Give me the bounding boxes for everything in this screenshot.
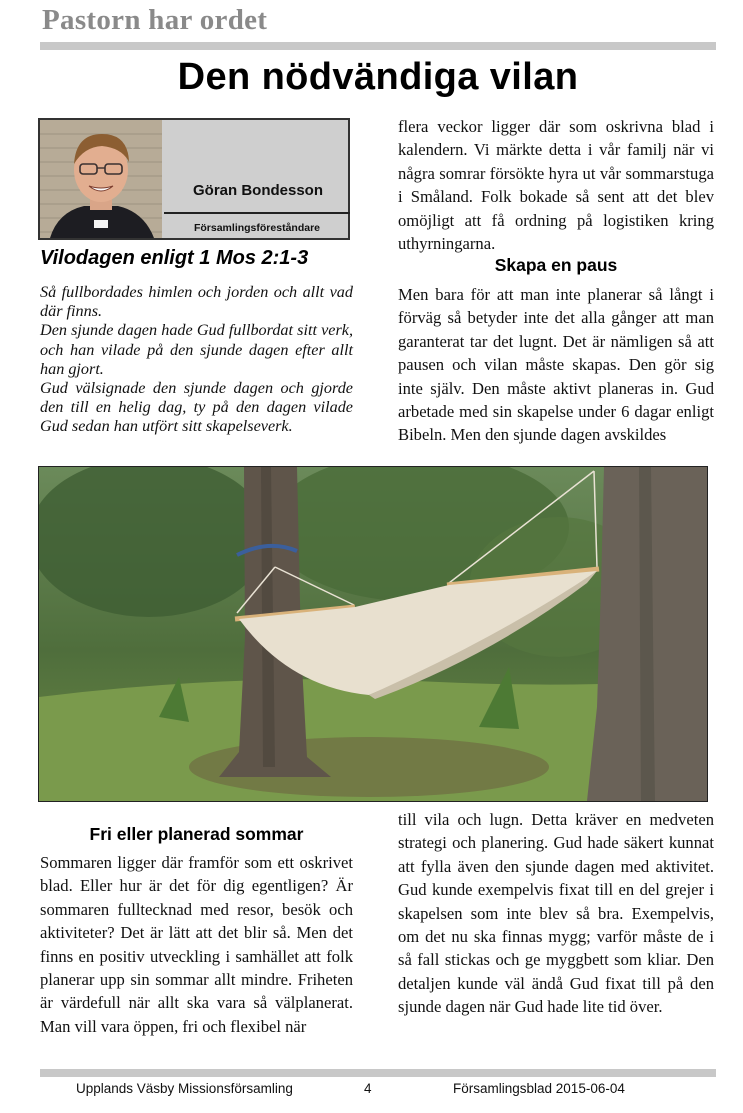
author-name: Göran Bondesson	[192, 182, 323, 199]
quote-paragraph: Så fullbordades himlen och jorden och allt vad där finns.	[40, 283, 353, 321]
quote-heading: Vilodagen enligt 1 Mos 2:1-3	[40, 247, 309, 269]
body-text-right-top: flera veckor ligger där som oskrivna blad i kalendern. Vi märkte detta i vår familj när vi några somrar försökte hyra ut vår sommarstuga i Småland. Folk bokade så sent att det blev omöjligt att få ordning på logistiken kring uthyrningarna.	[398, 117, 714, 254]
section-title: Pastorn har ordet	[42, 4, 268, 36]
footer-page-number: 4	[364, 1081, 372, 1096]
author-divider	[164, 212, 350, 214]
bible-quote	[40, 283, 353, 437]
body-text-skapa: Men bara för att man inte planerar så långt i förväg så betyder inte det alla gånger att man garanterat tar det lugnt. Det är nämligen så att pausen och vilan måste skapas. Den gör sig inte själv. Den måste aktivt planeras in. Gud arbetade med sin skapelse under 6 dagar enligt Bibeln. Men den sjunde dagen avskildes	[398, 285, 714, 445]
footer-organization: Upplands Väsby Missionsförsamling	[76, 1081, 293, 1096]
hammock-photo	[38, 466, 708, 802]
quote-paragraph: Den sjunde dagen hade Gud fullbordat sitt verk, och han vilade på den sjunde dagen efter allt han gjort.	[40, 321, 353, 378]
section-heading-skapa: Skapa en paus	[494, 255, 618, 275]
section-heading-fri: Fri eller planerad sommar	[89, 824, 304, 844]
bottom-rule	[40, 1069, 716, 1077]
page-headline: Den nödvändiga vilan	[177, 56, 579, 98]
author-photo	[40, 120, 162, 238]
body-text-right-bottom: till vila och lugn. Detta kräver en medveten strategi och planering. Gud hade säkert kunnat att fylla även den sjunde dagen med aktivitet. Gud kunde exempelvis fixat till en del grejer i skapelsen som inte blev så bra. Exempelvis, om det nu ska finnas mygg; varför måste de i så fall stickas och ge myggbett som kliar. Den detaljen kunde väl ändå Gud fixat till på den sjunde dagen när Gud hade lite tid över.	[398, 810, 714, 1017]
top-rule	[40, 42, 716, 50]
body-text-fri: Sommaren ligger där framför som ett oskrivet blad. Eller hur är det för dig egentligen? Är sommaren fulltecknad med resor, besök och aktiviteter? Det är lätt att det blir så. Men det finns en positiv utveckling i samhället att folk planerar upp sin sommar allt mindre. Friheten är värdefull när allt ska vara så välplanerat. Man vill vara öppen, fri och flexibel när	[40, 853, 353, 1036]
author-box	[38, 118, 350, 240]
quote-paragraph: Gud välsignade den sjunde dagen och gjorde den till en helig dag, ty på den dagen vilade Gud sedan han utfört sitt skapelseverk.	[40, 379, 353, 436]
author-role: Församlingsföreståndare	[193, 222, 321, 234]
footer-publication: Församlingsblad 2015-06-04	[453, 1081, 625, 1096]
